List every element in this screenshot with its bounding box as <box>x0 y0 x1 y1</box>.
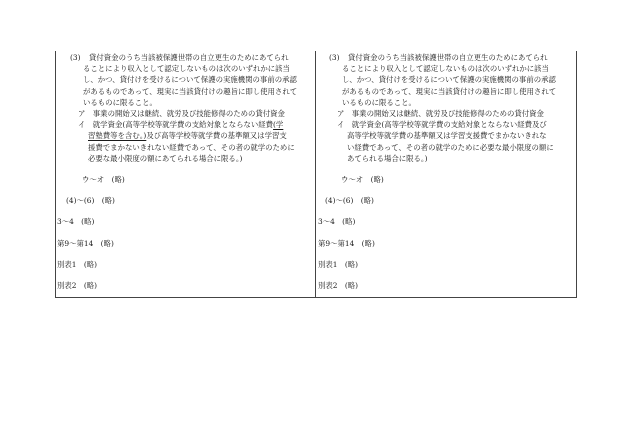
sub-item-i-line-2: 習塾費等を含む。)及び高等学校等就学費の基準額又は学習支 <box>88 131 287 140</box>
appendix-2: 別表2 (略) <box>318 281 359 290</box>
chapters-9-14: 第9～第14 (略) <box>57 239 114 248</box>
appendix-1: 別表1 (略) <box>318 260 359 269</box>
appendix-2: 別表2 (略) <box>57 281 98 290</box>
sections-3-4: 3～4 (略) <box>57 217 95 226</box>
item-3-line-1: 貸付資金のうち当該被保護世帯の自立更生のためにあてられ <box>348 53 548 62</box>
underlined-amendment: (学 <box>273 120 284 129</box>
sub-item-a: ア 事業の開始又は継続、就労及び技能修得のための貸付資金 <box>78 109 285 118</box>
item-3-line-5: いるものに限ること。 <box>83 98 157 107</box>
item-3-number: (3) <box>70 53 81 62</box>
item-3-line-1: 貸付資金のうち当該被保護世帯の自立更生のためにあてられ <box>89 53 289 62</box>
sub-item-i-line-3: 援費でまかないきれない経費であって、その者の就学のために <box>88 143 295 152</box>
items-4-6: (4)～(6) (略) <box>66 196 115 205</box>
chapters-9-14: 第9～第14 (略) <box>318 239 375 248</box>
item-3-line-4: があるものであって、現実に当該貸付けの趣旨に即し使用されて <box>83 87 298 96</box>
sub-item-i-line-2: 高等学校等就学費の基準額又は学習支援費でまかないきれな <box>347 131 547 140</box>
sections-3-4: 3～4 (略) <box>318 217 356 226</box>
appendix-1: 別表1 (略) <box>57 260 98 269</box>
item-3-line-2: ることにより収入として認定しないものは次のいずれかに該当 <box>342 64 549 73</box>
item-3-line-3: し、かつ、貸付けを受けるについて保護の実施機関の事前の承認 <box>342 75 556 84</box>
item-3-line-3: し、かつ、貸付けを受けるについて保護の実施機関の事前の承認 <box>83 75 297 84</box>
item-3-number: (3) <box>329 53 340 62</box>
item-3-line-4: があるものであって、現実に当該貸付けの趣旨に即し使用されて <box>342 87 557 96</box>
sub-item-a: ア 事業の開始又は継続、就労及び技能修得のための貸付資金 <box>337 109 544 118</box>
sub-item-i-line-1: イ 就学資金(高等学校等就学費の支給対象とならない経費(学 <box>78 120 284 129</box>
underlined-amendment: 習塾費等を含む。) <box>88 131 147 140</box>
item-3-line-5: いるものに限ること。 <box>342 98 416 107</box>
sub-item-i-line-4: あてられる場合に限る。) <box>347 154 428 163</box>
item-3-line-2: ることにより収入として認定しないものは次のいずれかに該当 <box>83 64 290 73</box>
sub-item-i-line-4: 必要な最小限度の額にあてられる場合に限る。) <box>88 154 243 163</box>
sub-items-u-o: ウ～オ (略) <box>341 175 384 184</box>
sub-items-u-o: ウ～オ (略) <box>82 175 125 184</box>
column-divider <box>315 51 316 297</box>
sub-item-i-line-3: い経費であって、その者の就学のために必要な最小限度の額に <box>347 143 554 152</box>
sub-item-i-line-1: イ 就学資金(高等学校等就学費の支給対象とならない経費及び <box>337 120 547 129</box>
comparison-table <box>55 51 577 298</box>
items-4-6: (4)～(6) (略) <box>325 196 374 205</box>
